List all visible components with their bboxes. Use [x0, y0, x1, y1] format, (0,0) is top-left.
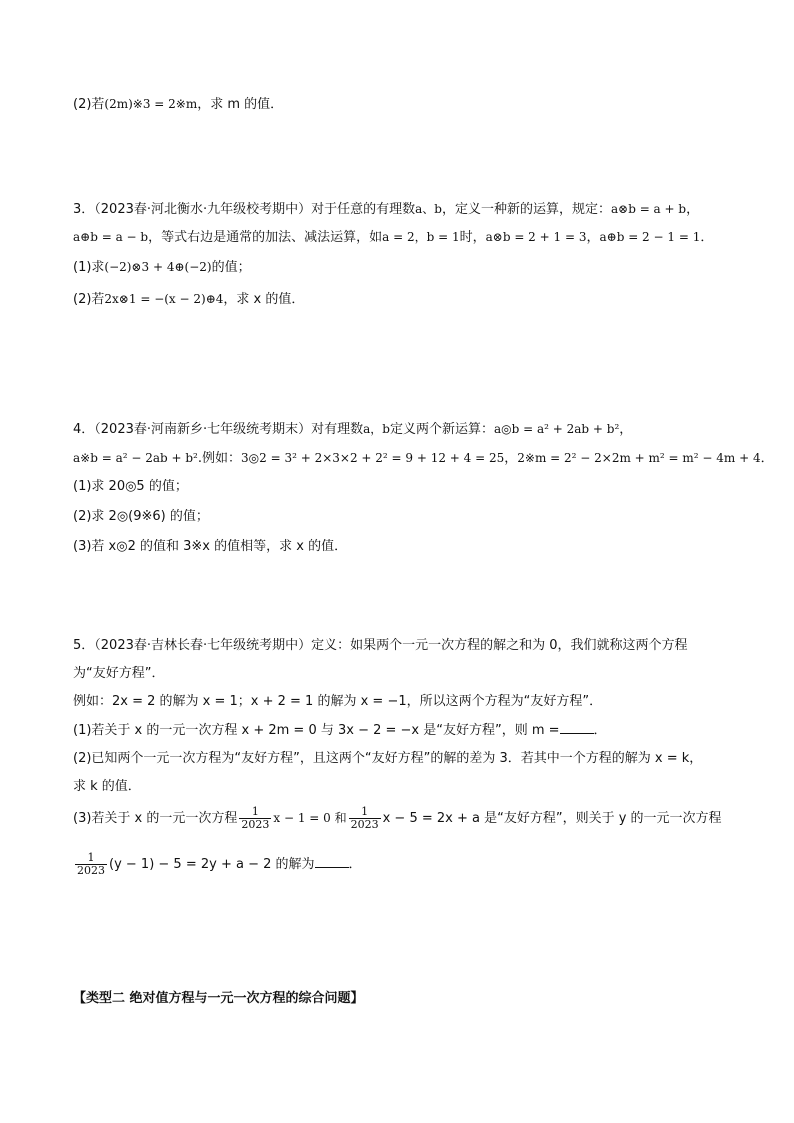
q5-p3-text-a: (3)若关于 x 的一元一次方程 — [73, 811, 238, 826]
q5-example: 例如：2x = 2 的解为 x = 1；x + 2 = 1 的解为 x = −1，所以这两个方程为“友好方程”． — [73, 694, 603, 709]
q3-example2: a⊕b = 2 − 1 = 1 — [599, 230, 701, 244]
q3-example1: a⊗b = 2 + 1 = 3 — [485, 230, 587, 244]
q5-p3-end: ． — [348, 857, 362, 872]
q2-part2 — [73, 95, 283, 114]
q3-vars: a、b — [415, 202, 442, 216]
q3-rule1: a⊗b = a + b — [610, 202, 687, 216]
q3-p2-label: (2)若 — [73, 292, 105, 307]
fraction-numerator: 1 — [349, 806, 381, 819]
fraction-denominator: 2023 — [350, 818, 379, 831]
q5-part3 — [73, 806, 722, 831]
q3-part1 — [73, 258, 251, 277]
q3-p2-tail: ，求 x 的值． — [223, 292, 305, 307]
q4-rule2: a※b = a² − 2ab + b² — [73, 451, 198, 465]
q2-part2-label: (2)若 — [73, 97, 105, 112]
q3-line2: a⊕b = a − b，等式右边是通常的加法、减法运算，如a = 2，b = 1时，a⊗b = 2 + 1 = 3，a⊕b = 2 − 1 = 1． — [73, 230, 714, 245]
q3-p2-expr: 2x⊗1 = −(x − 2)⊕4 — [104, 292, 224, 306]
q5-header-cont: 为“友好方程”． — [73, 666, 165, 681]
q5-part3-cont — [73, 852, 362, 877]
q2-part2-tail: ，求 m 的值． — [197, 97, 284, 112]
q4-line2: a※b = a² − 2ab + b².例如：3◎2 = 3² + 2×3×2 + 2² = 9 + 12 + 4 = 25，2※m = 2² − 2×2m + m² = m² − 4m + 4． — [73, 451, 774, 466]
q4-example2: 2※m = 2² − 2×2m + m² = m² − 4m + 4 — [517, 451, 761, 465]
q4-part2: (2)求 2◎(9※6) 的值； — [73, 509, 209, 524]
q5-p3-text-c: x − 5 = 2x + a 是“友好方程”，则关于 y 的一元一次方程 — [382, 811, 722, 826]
q3-header-text: 3．（2023春·河北衡水·九年级校考期中）对于任意的有理数 — [73, 202, 416, 217]
q4-rule1: a◎b = a² + 2ab + b² — [493, 422, 620, 436]
q3-p1-expr: (−2)⊗3 + 4⊕(−2) — [104, 260, 212, 274]
q2-part2-expr: (2m)※3 = 2※m — [104, 97, 198, 111]
q5-p1-text: (1)若关于 x 的一元一次方程 x + 2m = 0 与 3x − 2 = −x 是“友好方程”，则 m = — [73, 723, 560, 738]
q3-example-cond: a = 2，b = 1 — [382, 230, 460, 244]
q4-example1: 3◎2 = 3² + 2×3×2 + 2² = 9 + 12 + 4 = 25 — [241, 451, 505, 465]
q3-end: ． — [700, 230, 714, 245]
answer-blank[interactable] — [560, 721, 594, 734]
q3-part2 — [73, 290, 304, 309]
q3-example-mid: 时， — [459, 230, 486, 245]
fraction — [349, 806, 381, 831]
q4-part3: (3)若 x◎2 的值和 3※x 的值相等，求 x 的值． — [73, 539, 348, 554]
answer-blank[interactable] — [315, 855, 349, 868]
fraction-numerator: 1 — [75, 852, 107, 865]
q3-p1-tail: 的值； — [211, 260, 251, 275]
q4-part1: (1)求 20◎5 的值； — [73, 479, 188, 494]
q4-header-text: 4．（2023春·河南新乡·七年级统考期末）对有理数 — [73, 422, 364, 437]
fraction — [239, 806, 271, 831]
q5-p3-text-b: x − 1 = 0 和 — [273, 811, 347, 825]
q5-part2-b: 求 k 的值． — [73, 779, 141, 794]
q5-part1 — [73, 721, 607, 740]
q4-example-label: .例如： — [197, 451, 242, 466]
q5-part2-a: (2)已知两个一元一次方程为“友好方程”，且这两个“友好方程”的解的差为 3．若其中一个方程的解为 x = k， — [73, 751, 703, 766]
q4-header: 4．（2023春·河南新乡·七年级统考期末）对有理数a，b定义两个新运算：a◎b = a² + 2ab + b²， — [73, 422, 633, 437]
q3-rule2: a⊕b = a − b — [73, 230, 149, 244]
fraction-numerator: 1 — [239, 806, 271, 819]
q5-p1-end: ． — [593, 723, 607, 738]
q3-header: 3．（2023春·河北衡水·九年级校考期中）对于任意的有理数a、b，定义一种新的运算，规定：a⊗b = a + b， — [73, 202, 700, 217]
fraction — [75, 852, 107, 877]
q4-vars: a，b — [363, 422, 390, 436]
q3-header-text2: ，定义一种新的运算，规定： — [441, 202, 611, 217]
q5-header: 5．（2023春·吉林长春·七年级统考期中）定义：如果两个一元一次方程的解之和为 0，我们就称这两个方程 — [73, 638, 688, 653]
section-title: 【类型二 绝对值方程与一元一次方程的综合问题】 — [73, 991, 364, 1006]
fraction-denominator: 2023 — [241, 818, 270, 831]
q3-p1-label: (1)求 — [73, 260, 105, 275]
q3-line2-text: ，等式右边是通常的加法、减法运算，如 — [148, 230, 383, 245]
fraction-denominator: 2023 — [77, 864, 105, 877]
q5-p3-text-d: (y − 1) − 5 = 2y + a − 2 的解为 — [109, 857, 315, 872]
q4-header-text2: 定义两个新运算： — [389, 422, 494, 437]
